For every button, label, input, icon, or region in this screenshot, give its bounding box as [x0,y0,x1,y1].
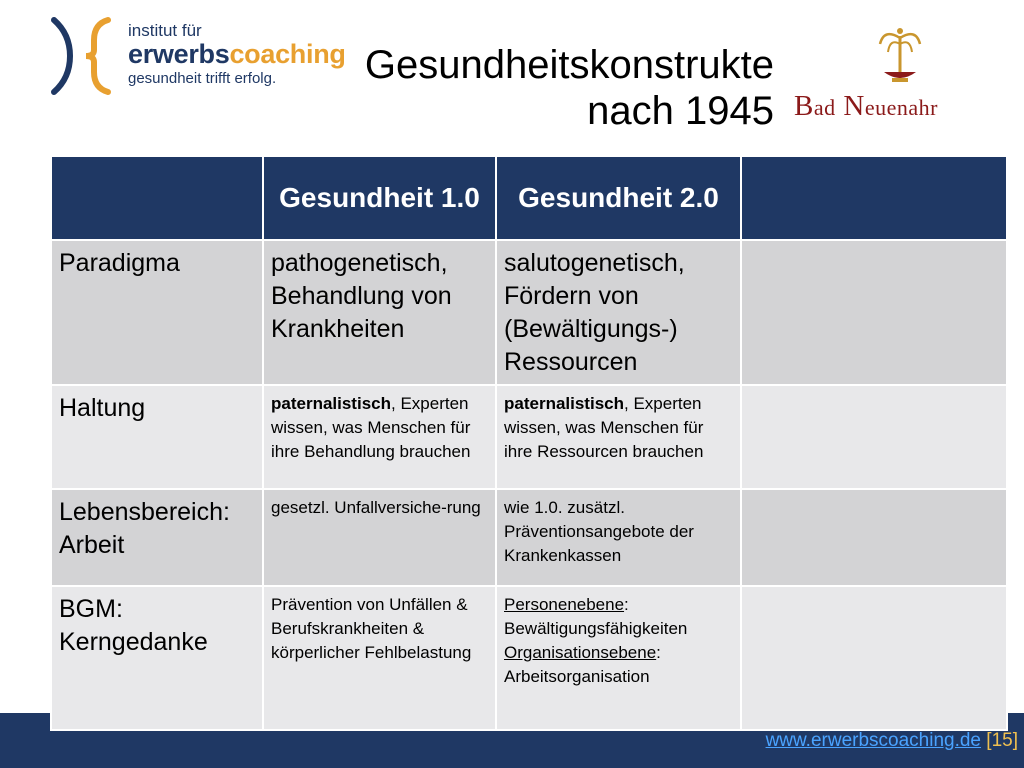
fountain-icon [870,22,930,88]
cell: paternalistisch, Experten wissen, was Menschen für ihre Behandlung brauchen [264,386,495,488]
table-row [52,386,1006,488]
bad-neuenahr-logo [792,22,1002,122]
table-header-row [52,157,1006,239]
cell: Personenebene: Bewältigungsfähigkeiten Organisationsebene: Arbeitsorganisation [497,587,740,729]
cell-empty [742,587,1006,729]
header-gesundheit-1: Gesundheit 1.0 [264,157,495,239]
footer [766,730,1018,752]
logo-tagline-top: institut für [128,21,202,40]
header-empty-cell [52,157,262,239]
table-row [52,490,1006,585]
erwerbscoaching-logo [48,14,346,98]
cell: Prävention von Unfällen & Berufskrankheiten & körperlicher Fehlbelastung [264,587,495,729]
page-title: Gesundheitskonstrukte nach 1945 [364,43,774,133]
cell-empty [742,386,1006,488]
cell-empty [742,241,1006,384]
row-label: BGM: Kerngedanke [52,587,262,729]
logo-tagline-bottom: gesundheit trifft erfolg. [128,70,277,87]
brace-logo-icon [48,14,128,98]
table-row [52,587,1006,729]
cell: gesetzl. Unfallversiche-rung [264,490,495,585]
website-link[interactable]: www.erwerbscoaching.de [765,730,982,751]
cell: salutogenetisch, Fördern von (Bewältigungs-) Ressourcen [497,241,740,384]
comparison-table [50,155,1008,731]
logo-wordmark: erwerbscoaching [128,39,346,69]
bad-neuenahr-wordmark: Bad Neuenahr [794,90,938,122]
cell-empty [742,490,1006,585]
page-number: [15] [986,730,1018,751]
cell: paternalistisch, Experten wissen, was Menschen für ihre Ressourcen brauchen [497,386,740,488]
table-row [52,241,1006,384]
cell: pathogenetisch, Behandlung von Krankheiten [264,241,495,384]
row-label: Lebensbereich: Arbeit [52,490,262,585]
header-empty-cell-right [742,157,1006,239]
cell: wie 1.0. zusätzl. Präventionsangebote der Krankenkassen [497,490,740,585]
row-label: Haltung [52,386,262,488]
header-gesundheit-2: Gesundheit 2.0 [497,157,740,239]
row-label: Paradigma [52,241,262,384]
